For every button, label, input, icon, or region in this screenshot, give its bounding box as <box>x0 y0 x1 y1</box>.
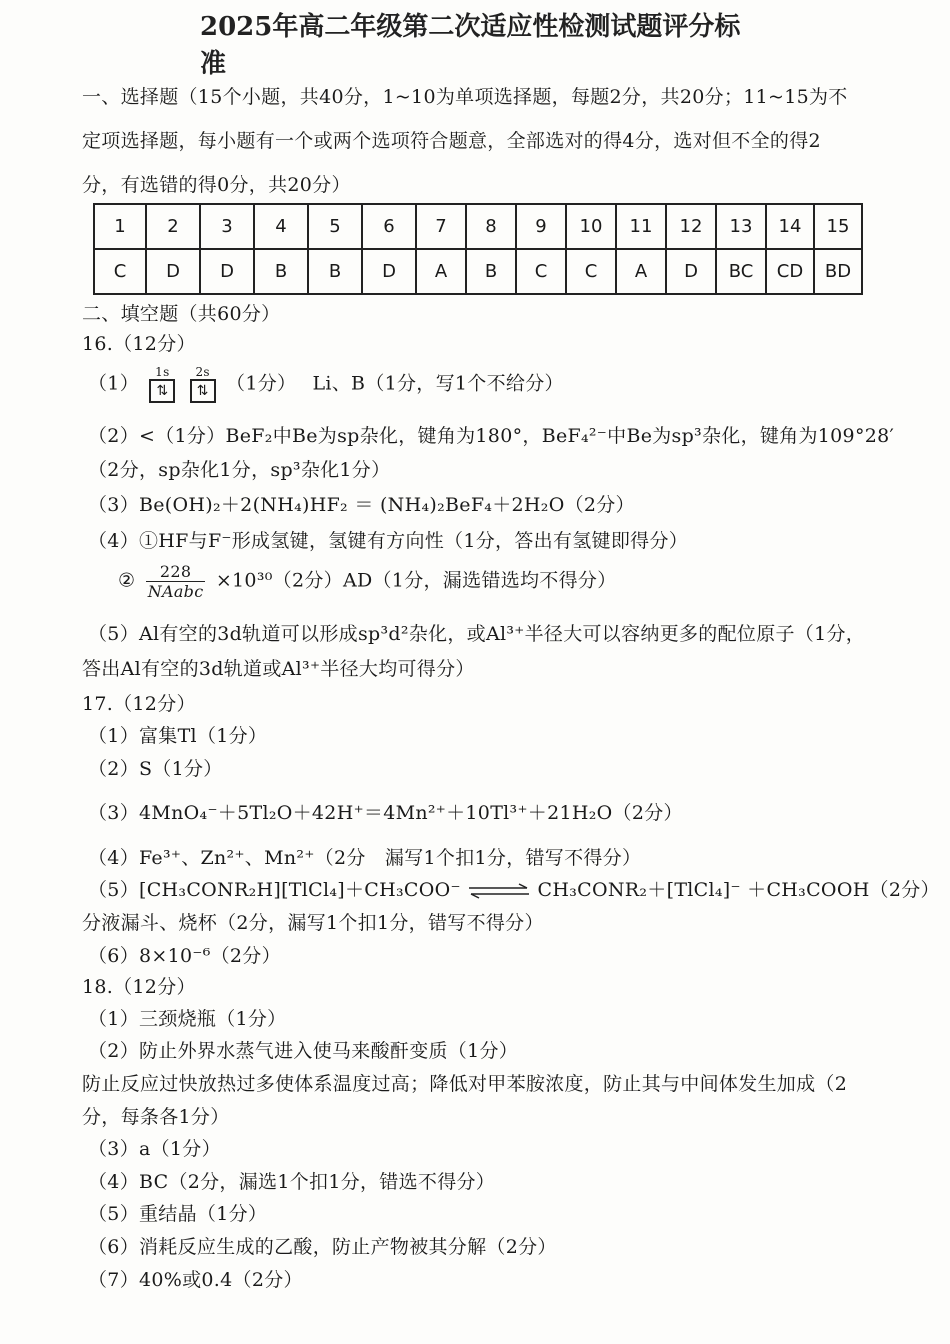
section1-intro-line3: 分，有选错的得0分，共20分） <box>82 174 351 196</box>
q16-part1 <box>88 366 564 403</box>
section2-title: 二、填空题（共60分） <box>82 303 281 325</box>
answer-cell: B <box>254 249 308 294</box>
q16-part5-line1: （5）Al有空的3d轨道可以形成sp³d²杂化，或Al³⁺半径大可以容纳更多的配位原子（1分， <box>88 623 866 645</box>
q17-heading: 17.（12分） <box>82 693 196 715</box>
q18-part5: （5）重结晶（1分） <box>88 1203 268 1225</box>
question-number: 11 <box>616 204 666 249</box>
section1-intro-line2: 定项选择题，每小题有一个或两个选项符合题意，全部选对的得4分，选对但不全的得2 <box>82 130 821 152</box>
q18-part4: （4）BC（2分，漏选1个扣1分，错选不得分） <box>88 1171 496 1193</box>
answer-cell: D <box>666 249 716 294</box>
q16-part1-prefix: （1） <box>88 372 139 395</box>
q17-part5-line2: 分液漏斗、烧杯（2分，漏写1个扣1分，错写不得分） <box>82 912 544 934</box>
question-number: 13 <box>716 204 766 249</box>
q16-part3: （3）Be(OH)₂＋2(NH₄)HF₂ ＝ (NH₄)₂BeF₄＋2H₂O（2分） <box>88 494 635 516</box>
question-number: 6 <box>362 204 416 249</box>
paired-electron-icon: ⇅ <box>149 379 175 403</box>
q16-heading: 16.（12分） <box>82 333 196 355</box>
q17-part2: （2）S（1分） <box>88 758 223 780</box>
q17-part5: （5）[CH₃CONR₂H][TlCl₄]＋CH₃COO⁻ CH₃CONR₂＋[TlCl₄]⁻ ＋CH₃COOH（2分） <box>88 879 940 901</box>
question-number: 15 <box>814 204 862 249</box>
q18-part3: （3）a（1分） <box>88 1138 221 1160</box>
answer-cell: CD <box>766 249 814 294</box>
q16-part2-line2: （2分，sp杂化1分，sp³杂化1分） <box>88 459 391 481</box>
question-number: 7 <box>416 204 466 249</box>
paired-electron-icon: ⇅ <box>190 379 216 403</box>
section1-intro-line1: 一、选择题（15个小题，共40分，1~10为单项选择题，每题2分，共20分；11~15为不 <box>82 86 848 108</box>
answer-cell: D <box>146 249 200 294</box>
answer-cell: B <box>466 249 516 294</box>
page-title: 2025年高二年级第二次适应性检测试题评分标准 <box>200 12 741 79</box>
answer-cell: BC <box>716 249 766 294</box>
q17-part6: （6）8×10⁻⁶（2分） <box>88 945 281 967</box>
answer-cell: BD <box>814 249 862 294</box>
orbital-diagram-1s: 1s ⇅ <box>149 366 175 403</box>
answer-cell: C <box>566 249 616 294</box>
q18-part6: （6）消耗反应生成的乙酸，防止产物被其分解（2分） <box>88 1236 557 1258</box>
density-fraction: $\frac{228}{\text{NAabc}}$ <box>147 562 204 601</box>
q18-heading: 18.（12分） <box>82 976 196 998</box>
question-number: 12 <box>666 204 716 249</box>
answer-table-number-row <box>94 204 862 249</box>
q17-part3: （3）4MnO₄⁻＋5Tl₂O＋42H⁺＝4Mn²⁺＋10Tl³⁺＋21H₂O（2分） <box>88 802 683 824</box>
q16-part1-answer: （1分） Li、B（1分，写1个不给分） <box>226 372 564 395</box>
question-number: 8 <box>466 204 516 249</box>
q18-part1: （1）三颈烧瓶（1分） <box>88 1008 287 1030</box>
answer-cell: D <box>200 249 254 294</box>
answer-cell: A <box>416 249 466 294</box>
question-number: 4 <box>254 204 308 249</box>
q17-part4: （4）Fe³⁺、Zn²⁺、Mn²⁺（2分 漏写1个扣1分，错写不得分） <box>88 847 642 869</box>
q16-part4-line2: ② $\frac{228}{\text{NAabc}}$ ×10³⁰（2分）AD（1分，漏选错选均不得分） <box>118 562 617 601</box>
q16-part5-line2: 答出Al有空的3d轨道或Al³⁺半径大均可得分） <box>82 658 475 680</box>
question-number: 5 <box>308 204 362 249</box>
answer-cell: C <box>516 249 566 294</box>
answer-table <box>93 203 863 295</box>
answer-cell: D <box>362 249 416 294</box>
question-number: 3 <box>200 204 254 249</box>
answer-table-answer-row <box>94 249 862 294</box>
orbital-diagram-2s: 2s ⇅ <box>190 366 216 403</box>
equilibrium-arrow-icon <box>467 884 531 898</box>
question-number: 1 <box>94 204 146 249</box>
q16-part2-line1: （2）<（1分）BeF₂中Be为sp杂化，键角为180°，BeF₄²⁻中Be为sp³杂化，键角为109°28′ <box>88 425 895 447</box>
question-number: 9 <box>516 204 566 249</box>
question-number: 2 <box>146 204 200 249</box>
question-number: 14 <box>766 204 814 249</box>
answer-cell: B <box>308 249 362 294</box>
q18-part7: （7）40%或0.4（2分） <box>88 1269 303 1291</box>
q16-part4-line1: （4）①HF与F⁻形成氢键，氢键有方向性（1分，答出有氢键即得分） <box>88 530 689 552</box>
q18-part2-line3: 分，每条各1分） <box>82 1106 230 1128</box>
answer-cell: C <box>94 249 146 294</box>
answer-cell: A <box>616 249 666 294</box>
q17-part1: （1）富集Tl（1分） <box>88 725 268 747</box>
q18-part2: （2）防止外界水蒸气进入使马来酸酐变质（1分） <box>88 1040 519 1062</box>
q18-part2-line2: 防止反应过快放热过多使体系温度过高；降低对甲苯胺浓度，防止其与中间体发生加成（2 <box>82 1073 848 1095</box>
question-number: 10 <box>566 204 616 249</box>
